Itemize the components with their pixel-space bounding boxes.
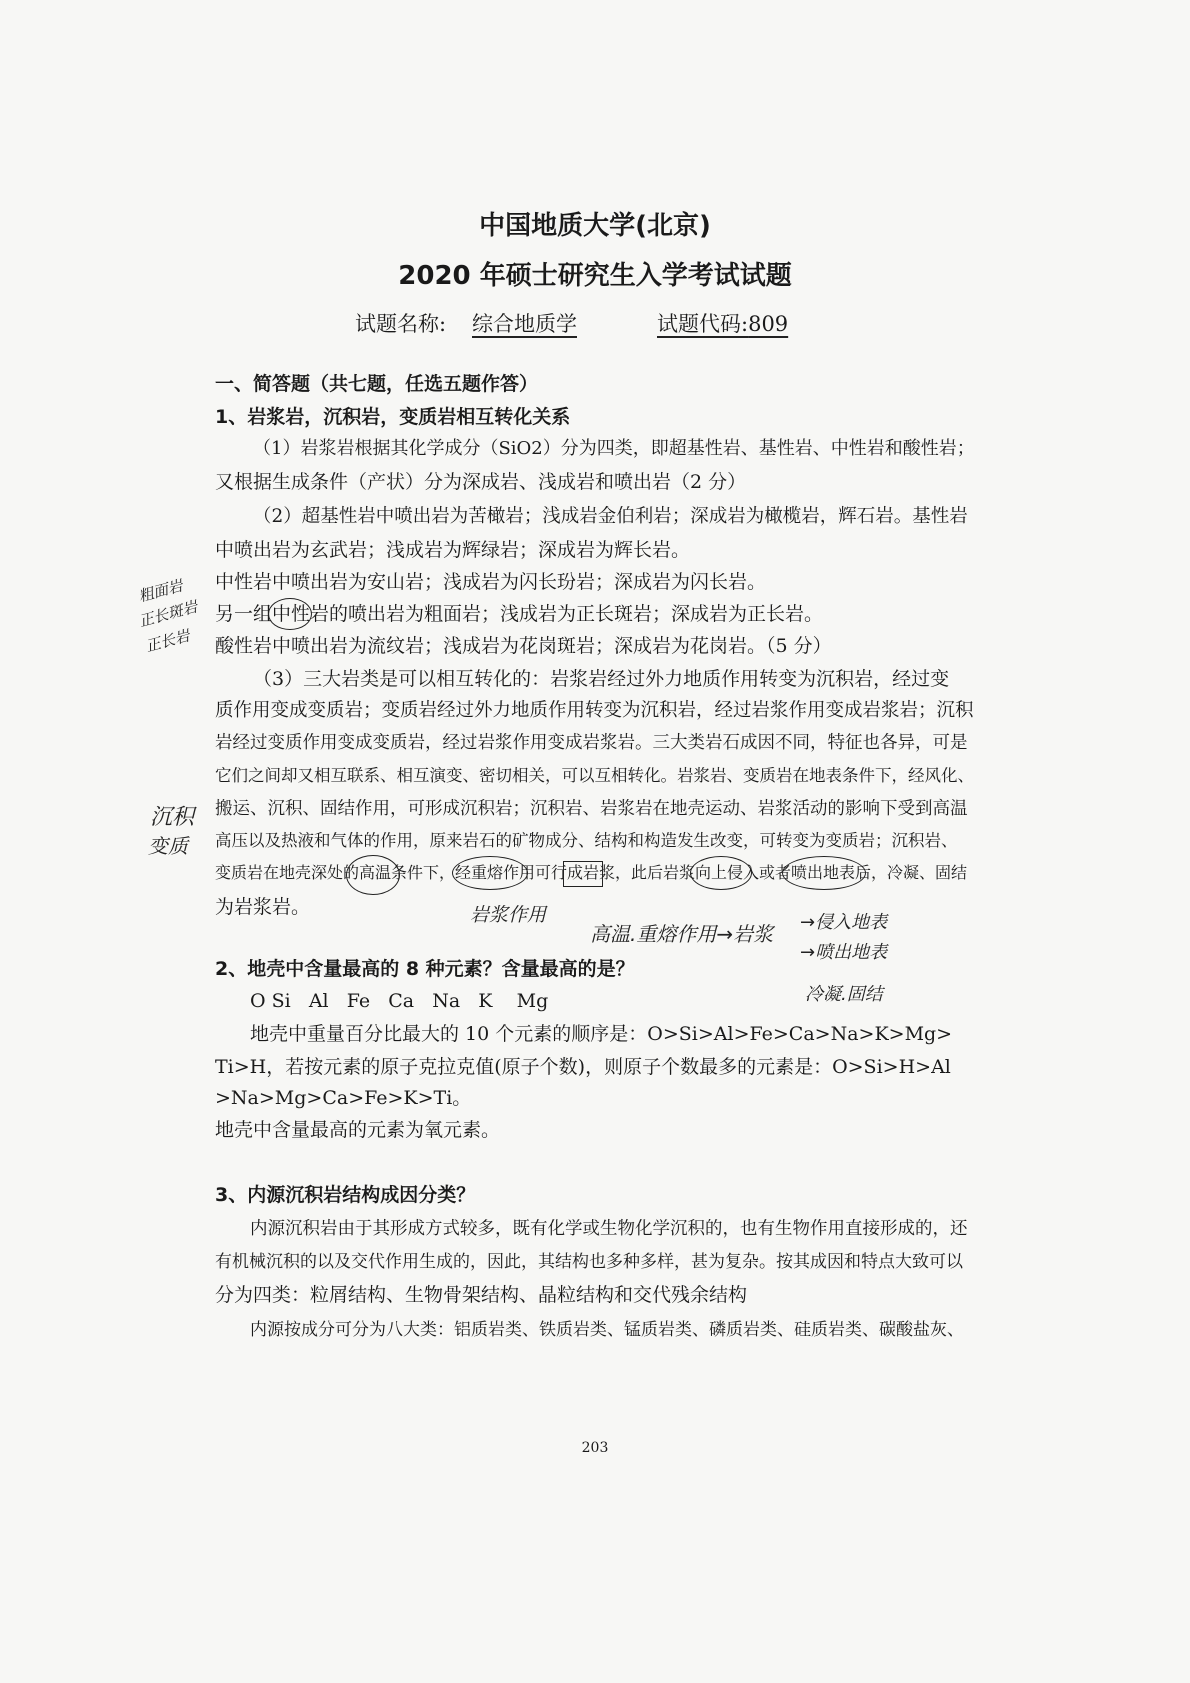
- q1-line: 为岩浆岩。: [215, 896, 311, 918]
- q1-line: 变质岩在地壳深处的高温条件下，经重熔作用可行成岩浆，此后岩浆向上侵入或者喷出地表后，冷凝、固结: [215, 863, 968, 882]
- handwritten-note: 粗面岩: [136, 576, 185, 606]
- q3-line: 内源按成分可分为八大类：铝质岩类、铁质岩类、锰质岩类、磷质岩类、硅质岩类、碳酸盐灰、: [250, 1320, 964, 1340]
- annotation-circle: [452, 856, 528, 890]
- handwritten-note: 沉积: [150, 805, 195, 830]
- annotation-circle: [268, 598, 312, 630]
- handwritten-note: 冷凝.固结: [805, 984, 883, 1005]
- annotation-circle: [690, 856, 752, 890]
- q3-line: 有机械沉积的以及交代作用生成的，因此，其结构也多种多样，甚为复杂。按其成因和特点大致可以: [215, 1252, 963, 1272]
- code-label: 试题代码:: [657, 312, 749, 336]
- annotation-box: [563, 861, 603, 887]
- q1-line: 搬运、沉积、固结作用，可形成沉积岩；沉积岩、岩浆岩在地壳运动、岩浆活动的影响下受到高温: [215, 799, 968, 819]
- handwritten-note: 正长斑岩: [136, 597, 200, 631]
- code-value: 809: [748, 312, 789, 336]
- handwritten-note: 变质: [148, 834, 188, 858]
- q3-title: 3、内源沉积岩结构成因分类？: [215, 1184, 476, 1206]
- q1-line: 中喷出岩为玄武岩；浅成岩为辉绿岩；深成岩为辉长岩。: [215, 539, 691, 561]
- q1-line: 中性岩中喷出岩为安山岩；浅成岩为闪长玢岩；深成岩为闪长岩。: [215, 571, 767, 593]
- q1-line: 质作用变成变质岩；变质岩经过外力地质作用转变为沉积岩，经过岩浆作用变成岩浆岩；沉积: [215, 700, 974, 721]
- q1-line: 酸性岩中喷出岩为流纹岩；浅成岩为花岗斑岩；深成岩为花岗岩。（5 分）: [215, 635, 832, 657]
- handwritten-note: →喷出地表: [800, 942, 888, 963]
- q3-line: 分为四类：粒屑结构、生物骨架结构、晶粒结构和交代残余结构: [215, 1284, 748, 1306]
- subject-value: 综合地质学: [472, 312, 577, 336]
- q1-line: 它们之间却又相互联系、相互演变、密切相关，可以互相转化。岩浆岩、变质岩在地表条件下，经风化、: [215, 766, 974, 785]
- handwritten-note: 正长岩: [143, 626, 192, 656]
- q1-line: （2）超基性岩中喷出岩为苦橄岩；浅成岩金伯利岩；深成岩为橄榄岩，辉石岩。基性岩: [253, 506, 968, 527]
- handwritten-note: →侵入地表: [800, 912, 888, 933]
- q1-line: （1）岩浆岩根据其化学成分（SiO2）分为四类，即超基性岩、基性岩、中性岩和酸性岩；: [253, 438, 975, 459]
- university-title: 中国地质大学(北京): [479, 211, 711, 241]
- q1-line: 岩经过变质作用变成变质岩，经过岩浆作用变成岩浆岩。三大类岩石成因不同，特征也各异，可是: [215, 733, 968, 753]
- q1-title: 1、岩浆岩，沉积岩，变质岩相互转化关系: [215, 406, 571, 428]
- q2-line: >Na>Mg>Ca>Fe>K>Ti。: [215, 1087, 472, 1109]
- q1-line: 另一组中性岩的喷出岩为粗面岩；浅成岩为正长斑岩；深成岩为正长岩。: [215, 603, 824, 625]
- q1-line: 又根据生成条件（产状）分为深成岩、浅成岩和喷出岩（2 分）: [215, 471, 747, 493]
- exam-title: 2020 年硕士研究生入学考试试题: [398, 261, 792, 291]
- q2-line: 地壳中重量百分比最大的 10 个元素的顺序是：O>Si>Al>Fe>Ca>Na>K>Mg>: [250, 1023, 953, 1045]
- q1-line: 高压以及热液和气体的作用，原来岩石的矿物成分、结构和构造发生改变，可转变为变质岩；沉积岩、: [215, 831, 958, 850]
- q3-line: 内源沉积岩由于其形成方式较多，既有化学或生物化学沉积的，也有生物作用直接形成的，还: [250, 1219, 968, 1239]
- q2-line: 地壳中含量最高的元素为氧元素。: [215, 1119, 501, 1141]
- q2-elements: O Si Al Fe Ca Na K Mg: [250, 990, 549, 1012]
- q2-title: 2、地壳中含量最高的 8 种元素？含量最高的是？: [215, 958, 635, 980]
- code-field: [657, 308, 788, 338]
- subject-label: 试题名称:: [355, 312, 447, 336]
- page-number: 203: [581, 1440, 609, 1456]
- annotation-circle: [782, 856, 866, 890]
- handwritten-note: 岩浆作用: [470, 904, 547, 926]
- q2-line: Ti>H，若按元素的原子克拉克值(原子个数)，则原子个数最多的元素是：O>Si>H>Al: [215, 1056, 951, 1078]
- annotation-circle: [346, 855, 400, 895]
- q1-line: （3）三大岩类是可以相互转化的：岩浆岩经过外力地质作用转变为沉积岩，经过变: [253, 668, 950, 690]
- handwritten-note: 高温.重熔作用→岩浆: [590, 922, 774, 946]
- section-title: 一、简答题（共七题，任选五题作答）: [215, 373, 539, 395]
